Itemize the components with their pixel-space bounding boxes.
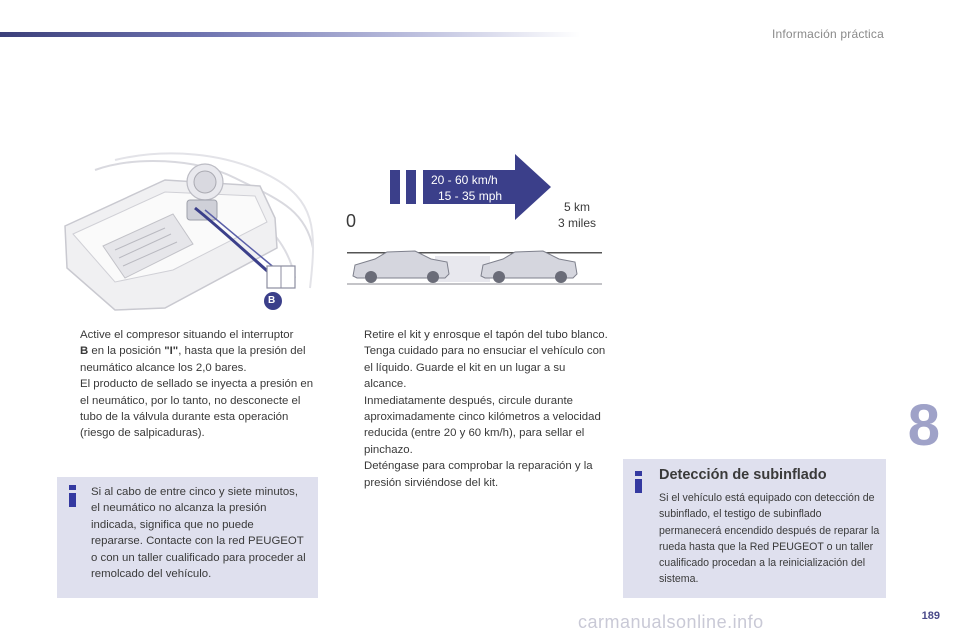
compressor-instruction: Active el compresor situando el interruptor B en la posición "I", hasta que la presión del neumático alcance los 2,0 bares. El producto de sellado se inyecta a presión en el neumático, por lo tanto, no desconecte el tubo de la válvula durante esta operación (riesgo de salpicaduras). — [80, 329, 314, 440]
switch-reference: B — [80, 345, 89, 358]
chapter-number: 8 — [907, 393, 940, 458]
speed-distance-illustration — [335, 150, 607, 290]
watermark: carmanualsonline.info — [578, 612, 764, 632]
car-icon-start — [353, 251, 449, 283]
list-item: Retire el kit y enrosque el tapón del tubo blanco. Tenga cuidado para no ensuciar el vehículo con el líquido. Guarde el kit en un lugar a su alcance. — [364, 329, 608, 391]
section-title: Información práctica — [771, 27, 884, 41]
repair-instructions — [342, 327, 608, 491]
position-reference: "I" — [164, 345, 179, 358]
start-marker: 0 — [346, 211, 357, 231]
speed-mph: 15 - 35 mph — [438, 189, 503, 203]
header-gradient-bar — [0, 32, 580, 37]
info-box-underinflation — [623, 459, 886, 598]
distance-km: 5 km — [564, 200, 591, 214]
speed-kmh: 20 - 60 km/h — [431, 173, 498, 187]
switch-b-label: B — [268, 295, 276, 306]
info-box-unrepairable — [57, 477, 318, 598]
car-icon-end — [481, 251, 577, 283]
list-item: Deténgase para comprobar la reparación y la presión sirviéndose del kit. — [364, 460, 593, 489]
info-text: Si al cabo de entre cinco y siete minutos, el neumático no alcanza la presión indicada, significa que no puede repararse. Contacte con la red PEUGEOT o con un taller cualificado para proceder al remolcado del vehículo. — [91, 486, 306, 581]
page-number: 189 — [921, 610, 940, 622]
compressor-kit-illustration — [55, 148, 317, 318]
distance-miles: 3 miles — [558, 216, 597, 230]
list-item: Inmediatamente después, circule durante aproximadamente cinco kilómetros a velocidad reducida (entre 20 y 60 km/h), para sellar el pinchazo. — [364, 394, 601, 456]
info-text: Si el vehículo está equipado con detección de subinflado, el testigo de subinflado permanecerá encendido después de reparar la rueda hasta que la Red PEUGEOT o un taller cualificado procedan a la reinicialización del sistema. — [659, 492, 880, 586]
info-heading: Detección de subinflado — [659, 467, 827, 483]
